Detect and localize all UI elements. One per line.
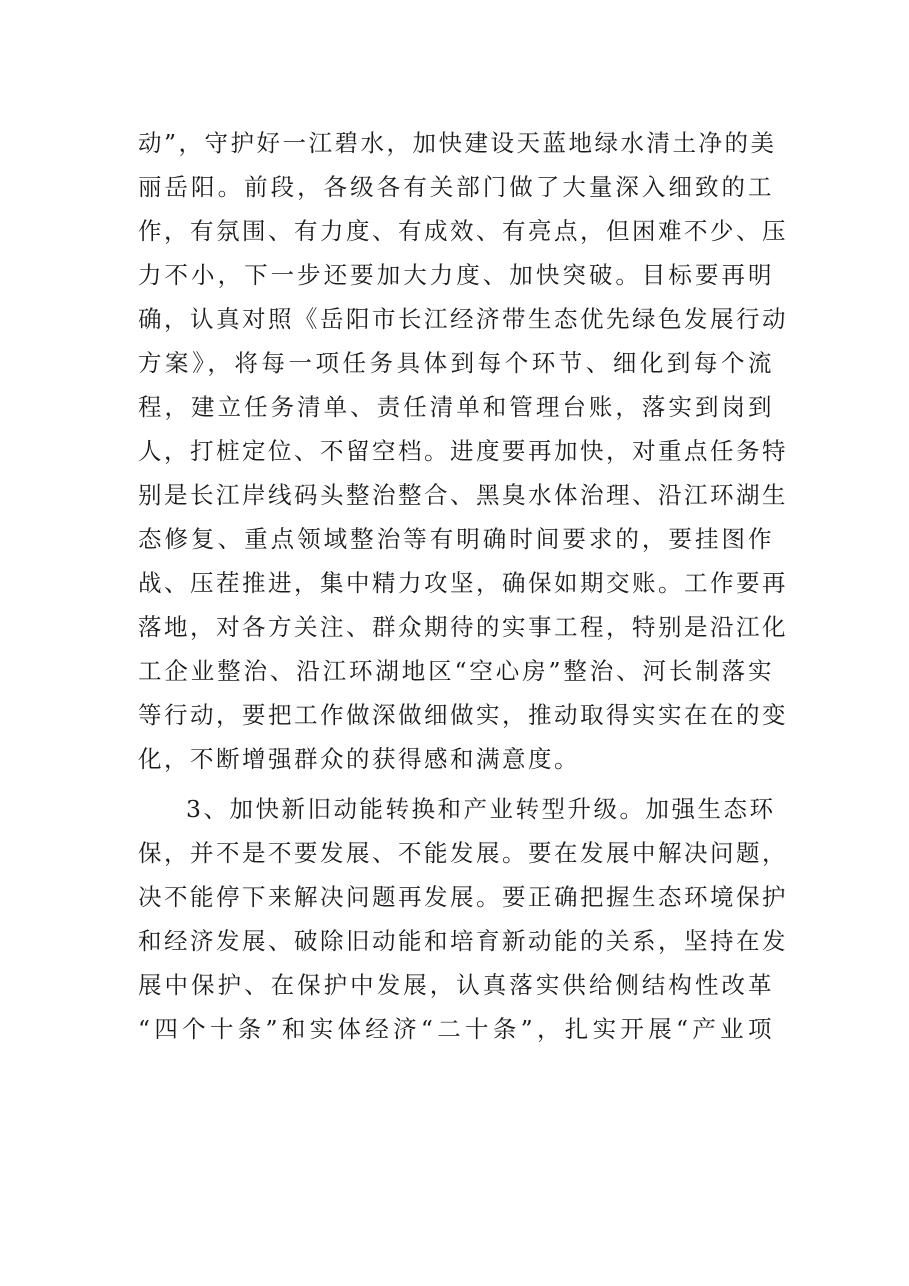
text-line: 力不小，下一步还要加大力度、加快突破。目标要再明 [138, 261, 774, 289]
text-line: 程，建立任务清单、责任清单和管理台账，落实到岗到 [138, 393, 774, 421]
text-line: 别是长江岸线码头整治整合、黑臭水体治理、沿江环湖生 [138, 481, 788, 509]
text-line: 确，认真对照《岳阳市长江经济带生态优先绿色发展行动 [138, 305, 788, 333]
text-line: 决不能停下来解决问题再发展。要正确把握生态环境保护 [138, 883, 788, 911]
text-line: 作，有氛围、有力度、有成效、有亮点，但困难不少、压 [138, 217, 788, 245]
text-line: 化，不断增强群众的获得感和满意度。 [138, 745, 580, 773]
text-line: 方案》，将每一项任务具体到每个环节、细化到每个流 [138, 349, 774, 377]
text-line: 人，打桩定位、不留空档。进度要再加快，对重点任务特 [138, 437, 788, 465]
section-heading-line: 3、加快新旧动能转换和产业转型升级。加强生态环 [186, 795, 776, 823]
text-line: 丽岳阳。前段，各级各有关部门做了大量深入细致的工 [138, 173, 774, 201]
text-line: 动”，守护好一江碧水，加快建设天蓝地绿水清土净的美 [138, 129, 777, 157]
text-line: 保，并不是不要发展、不能发展。要在发展中解决问题， [138, 839, 788, 867]
text-line: “四个十条”和实体经济“二十条”，扎实开展“产业项 [138, 1015, 774, 1043]
text-line: 战、压茬推进，集中精力攻坚，确保如期交账。工作要再 [138, 569, 788, 597]
text-line: 落地，对各方关注、群众期待的实事工程，特别是沿江化 [138, 613, 788, 641]
text-line: 和经济发展、破除旧动能和培育新动能的关系，坚持在发 [138, 927, 788, 955]
text-line: 工企业整治、沿江环湖地区“空心房”整治、河长制落实 [138, 657, 774, 685]
text-line: 态修复、重点领域整治等有明确时间要求的，要挂图作 [138, 525, 774, 553]
text-line: 等行动，要把工作做深做细做实，推动取得实实在在的变 [138, 701, 788, 729]
text-line: 展中保护、在保护中发展，认真落实供给侧结构性改革 [138, 971, 774, 999]
